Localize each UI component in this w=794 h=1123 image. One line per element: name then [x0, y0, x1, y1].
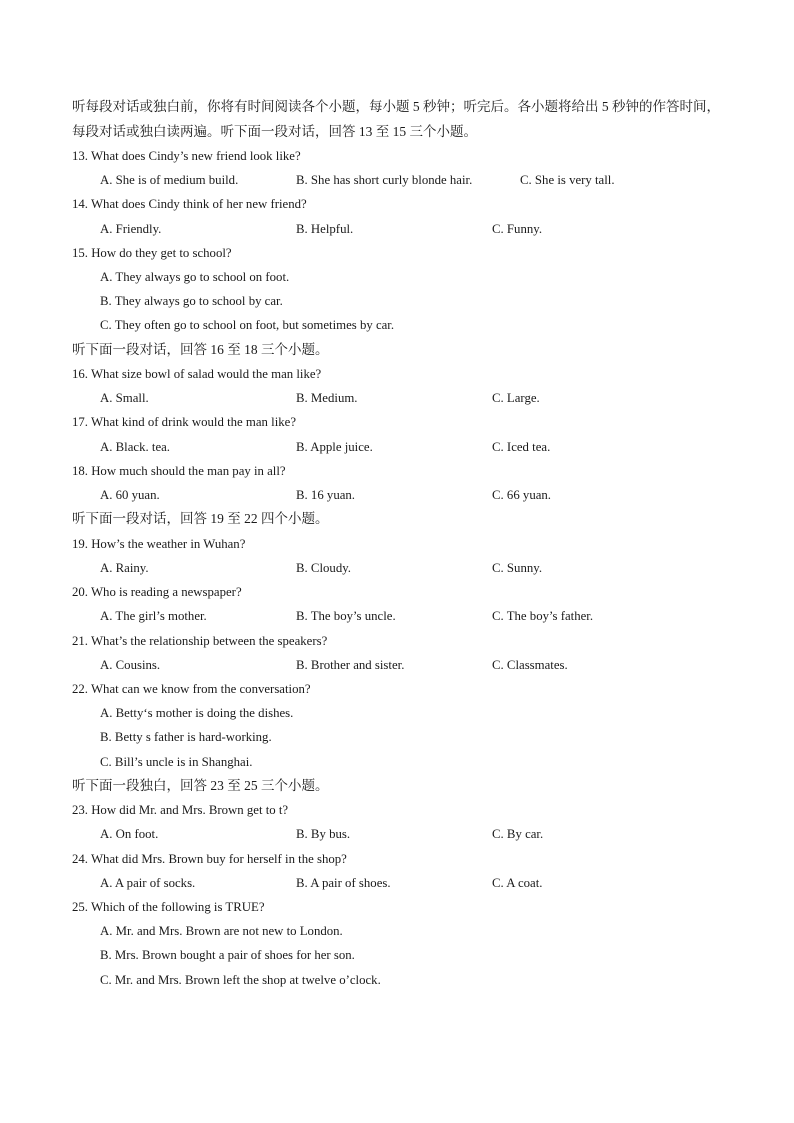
option-a: A. Mr. and Mrs. Brown are not new to London.: [100, 924, 343, 939]
option-b: B. Medium.: [296, 391, 358, 406]
option-b: B. A pair of shoes.: [296, 875, 391, 890]
question-stem: 25. Which of the following is TRUE?: [72, 900, 265, 915]
options-row: [72, 435, 732, 459]
option-c: C. They often go to school on foot, but sometimes by car.: [100, 318, 395, 333]
question-17: [72, 410, 732, 458]
options-row: [72, 822, 732, 846]
options-row: [72, 217, 732, 241]
options-row: [72, 386, 732, 410]
question-stem: 15. How do they get to school?: [72, 245, 232, 260]
option-b: B. Apple juice.: [296, 439, 373, 454]
option-c: C. Bill’s uncle is in Shanghai.: [100, 754, 253, 769]
options-row: [72, 604, 732, 628]
option-c: C. Large.: [492, 391, 540, 406]
question-16: [72, 362, 732, 410]
question-stem: 18. How much should the man pay in all?: [72, 463, 286, 478]
options-row: [72, 168, 732, 192]
option-b: B. The boy’s uncle.: [296, 609, 396, 624]
option-c: C. She is very tall.: [520, 173, 615, 188]
option-a: A. They always go to school on foot.: [100, 269, 290, 284]
question-23: [72, 798, 732, 846]
options-row: [72, 556, 732, 580]
option-c: C. A coat.: [492, 875, 543, 890]
option-b: B. She has short curly blonde hair.: [296, 173, 473, 188]
option-a: A. A pair of socks.: [100, 875, 196, 890]
option-c: C. Classmates.: [492, 657, 568, 672]
option-a: A. The girl’s mother.: [100, 609, 207, 624]
option-b: B. Betty s father is hard-working.: [100, 730, 272, 745]
option-a: A. Cousins.: [100, 657, 161, 672]
question-stem: 19. How’s the weather in Wuhan?: [72, 536, 246, 551]
section-heading: 听下面一段对话，回答 19 至 22 四个小题。: [72, 511, 329, 527]
listening-instructions: 听每段对话或独白前，你将有时间阅读各个小题，每小题 5 秒钟；听完后。各小题将给出 5 秒钟的作答时间，每段对话或独白读两遍。听下面一段对话，回答 13 至 15 三个小题。: [72, 99, 720, 139]
question-stem: 23. How did Mr. and Mrs. Brown get to t?: [72, 803, 289, 818]
question-25: [72, 895, 732, 992]
question-stem: 24. What did Mrs. Brown buy for herself in the shop?: [72, 851, 347, 866]
option-b: B. Helpful.: [296, 221, 354, 236]
option-b: B. 16 yuan.: [296, 488, 356, 503]
options-row: [72, 653, 732, 677]
option-a: A. Betty‘s mother is doing the dishes.: [100, 706, 294, 721]
question-stem: 14. What does Cindy think of her new friend?: [72, 197, 307, 212]
option-c: C. Iced tea.: [492, 439, 551, 454]
question-stem: 20. Who is reading a newspaper?: [72, 585, 242, 600]
option-a: A. She is of medium build.: [100, 173, 239, 188]
options-row: [72, 483, 732, 507]
option-c: C. Funny.: [492, 221, 543, 236]
question-stem: 21. What’s the relationship between the speakers?: [72, 633, 328, 648]
option-b: B. Cloudy.: [296, 560, 351, 575]
options-row: [72, 871, 732, 895]
section-heading: 听下面一段对话，回答 16 至 18 三个小题。: [72, 341, 329, 357]
exam-page: [72, 94, 732, 992]
option-b: B. Brother and sister.: [296, 657, 405, 672]
question-19: [72, 532, 732, 580]
question-stem: 17. What kind of drink would the man like?: [72, 415, 297, 430]
question-13: [72, 144, 732, 192]
question-stem: 16. What size bowl of salad would the man like?: [72, 367, 322, 382]
option-b: B. They always go to school by car.: [100, 294, 283, 309]
options-column: [72, 919, 732, 992]
question-15: [72, 241, 732, 338]
question-24: [72, 847, 732, 895]
options-column: [72, 701, 732, 774]
question-21: [72, 629, 732, 677]
option-c: C. Sunny.: [492, 560, 543, 575]
option-c: C. The boy’s father.: [492, 609, 594, 624]
option-c: C. 66 yuan.: [492, 488, 552, 503]
option-b: B. Mrs. Brown bought a pair of shoes for her son.: [100, 948, 355, 963]
option-a: A. On foot.: [100, 827, 159, 842]
question-22: [72, 677, 732, 774]
question-18: [72, 459, 732, 507]
option-a: A. Rainy.: [100, 560, 149, 575]
option-a: A. 60 yuan.: [100, 488, 160, 503]
option-b: B. By bus.: [296, 827, 351, 842]
question-stem: 13. What does Cindy’s new friend look like?: [72, 149, 301, 163]
option-c: C. By car.: [492, 827, 544, 842]
section-heading: 听下面一段独白，回答 23 至 25 三个小题。: [72, 777, 329, 793]
option-a: A. Friendly.: [100, 221, 162, 236]
option-a: A. Black. tea.: [100, 439, 171, 454]
option-c: C. Mr. and Mrs. Brown left the shop at twelve o’clock.: [100, 972, 381, 987]
question-14: [72, 192, 732, 240]
question-20: [72, 580, 732, 628]
question-stem: 22. What can we know from the conversation?: [72, 681, 311, 696]
option-a: A. Small.: [100, 391, 149, 406]
options-column: [72, 265, 732, 338]
